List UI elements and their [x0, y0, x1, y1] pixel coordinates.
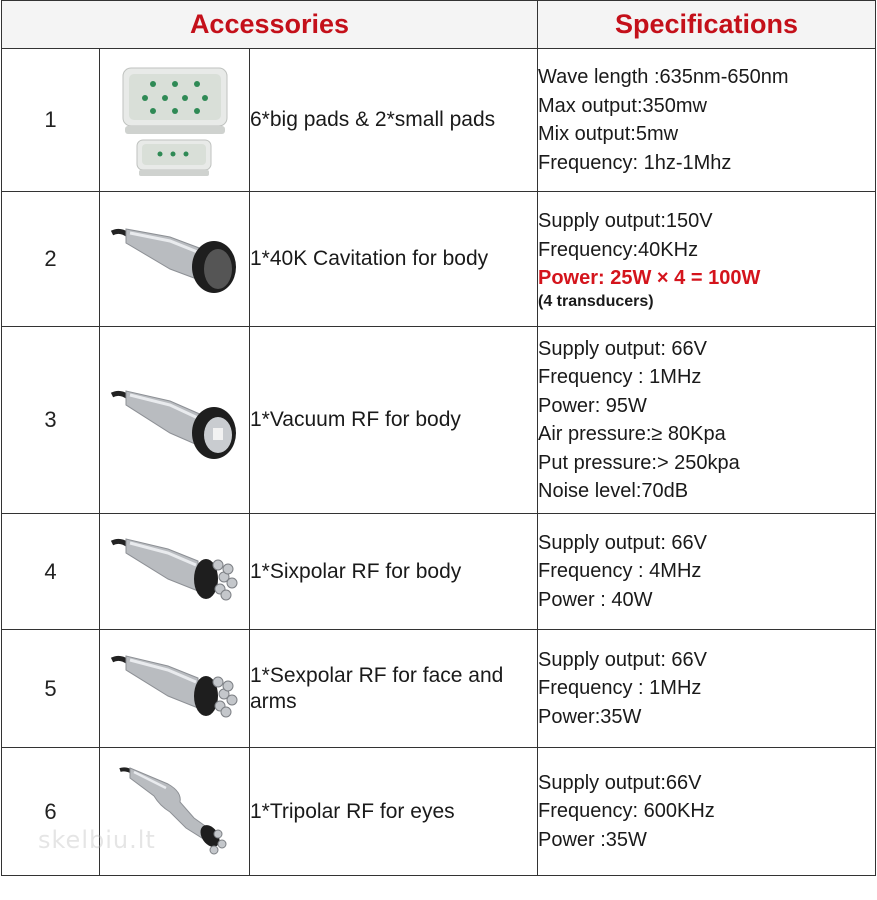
header-row [2, 1, 876, 49]
spec-list [538, 630, 876, 748]
row-number: 4 [2, 514, 100, 630]
vacuum-rf-handle-image [100, 327, 250, 514]
sexpolar-rf-handle-image [100, 630, 250, 748]
spec-list [538, 192, 876, 327]
tripolar-rf-handle-image [100, 748, 250, 876]
row-number: 5 [2, 630, 100, 748]
accessory-name: 1*40K Cavitation for body [250, 192, 538, 327]
spec-line: Air pressure:≥ 80Kpa [538, 423, 726, 445]
spec-line: Mix output:5mw [538, 123, 679, 145]
spec-line: Power : 40W [538, 588, 653, 611]
spec-line: Frequency : 1MHz [538, 366, 702, 388]
spec-line: Supply output:150V [538, 210, 713, 233]
spec-line: Power: 95W [538, 394, 647, 417]
spec-line: Put pressure:> 250kpa [538, 451, 740, 474]
specifications-header: Specifications [538, 1, 876, 49]
row-number: 3 [2, 327, 100, 514]
spec-line: Frequency : 4MHz [538, 560, 702, 583]
spec-list [538, 49, 876, 192]
row-number: 2 [2, 192, 100, 327]
cavitation-handle-image [100, 192, 250, 327]
spec-line: Frequency:40KHz [538, 238, 699, 261]
accessory-name: 1*Vacuum RF for body [250, 327, 538, 514]
spec-line: Max output:350mw [538, 94, 707, 117]
accessory-name: 1*Sixpolar RF for body [250, 514, 538, 630]
spec-list [538, 748, 876, 876]
spec-line: Power :35W [538, 828, 647, 851]
accessories-table [1, 0, 876, 876]
spec-line: Frequency : 1MHz [538, 677, 702, 700]
spec-line: Supply output: 66V [538, 531, 708, 554]
spec-list [538, 327, 876, 514]
pads-image [100, 49, 250, 192]
accessory-name: 1*Sexpolar RF for face and arms [250, 630, 538, 748]
watermark: skelbiu.lt [38, 826, 156, 854]
table-row [2, 514, 876, 630]
table-row [2, 748, 876, 876]
spec-line: Noise level:70dB [538, 480, 689, 502]
power-highlight: Power: 25W × 4 = 100W [538, 267, 761, 290]
spec-line: Frequency: 600KHz [538, 800, 715, 823]
spec-line: Frequency: 1hz-1Mhz [538, 151, 732, 174]
spec-line: Supply output: 66V [538, 337, 708, 360]
spec-line: Supply output:66V [538, 771, 702, 794]
table-row [2, 49, 876, 192]
table-row [2, 327, 876, 514]
spec-line: Power:35W [538, 705, 642, 728]
spec-line: Supply output: 66V [538, 648, 708, 671]
accessory-name: 1*Tripolar RF for eyes [250, 748, 538, 876]
accessory-name: 6*big pads & 2*small pads [250, 49, 538, 192]
table-row [2, 630, 876, 748]
accessories-header: Accessories [2, 1, 538, 49]
transducer-note: (4 transducers) [538, 292, 654, 310]
row-number: 6 [2, 748, 100, 876]
table-row [2, 192, 876, 327]
sixpolar-rf-handle-image [100, 514, 250, 630]
spec-list [538, 514, 876, 630]
row-number: 1 [2, 49, 100, 192]
spec-line: Wave length :635nm-650nm [538, 66, 789, 88]
